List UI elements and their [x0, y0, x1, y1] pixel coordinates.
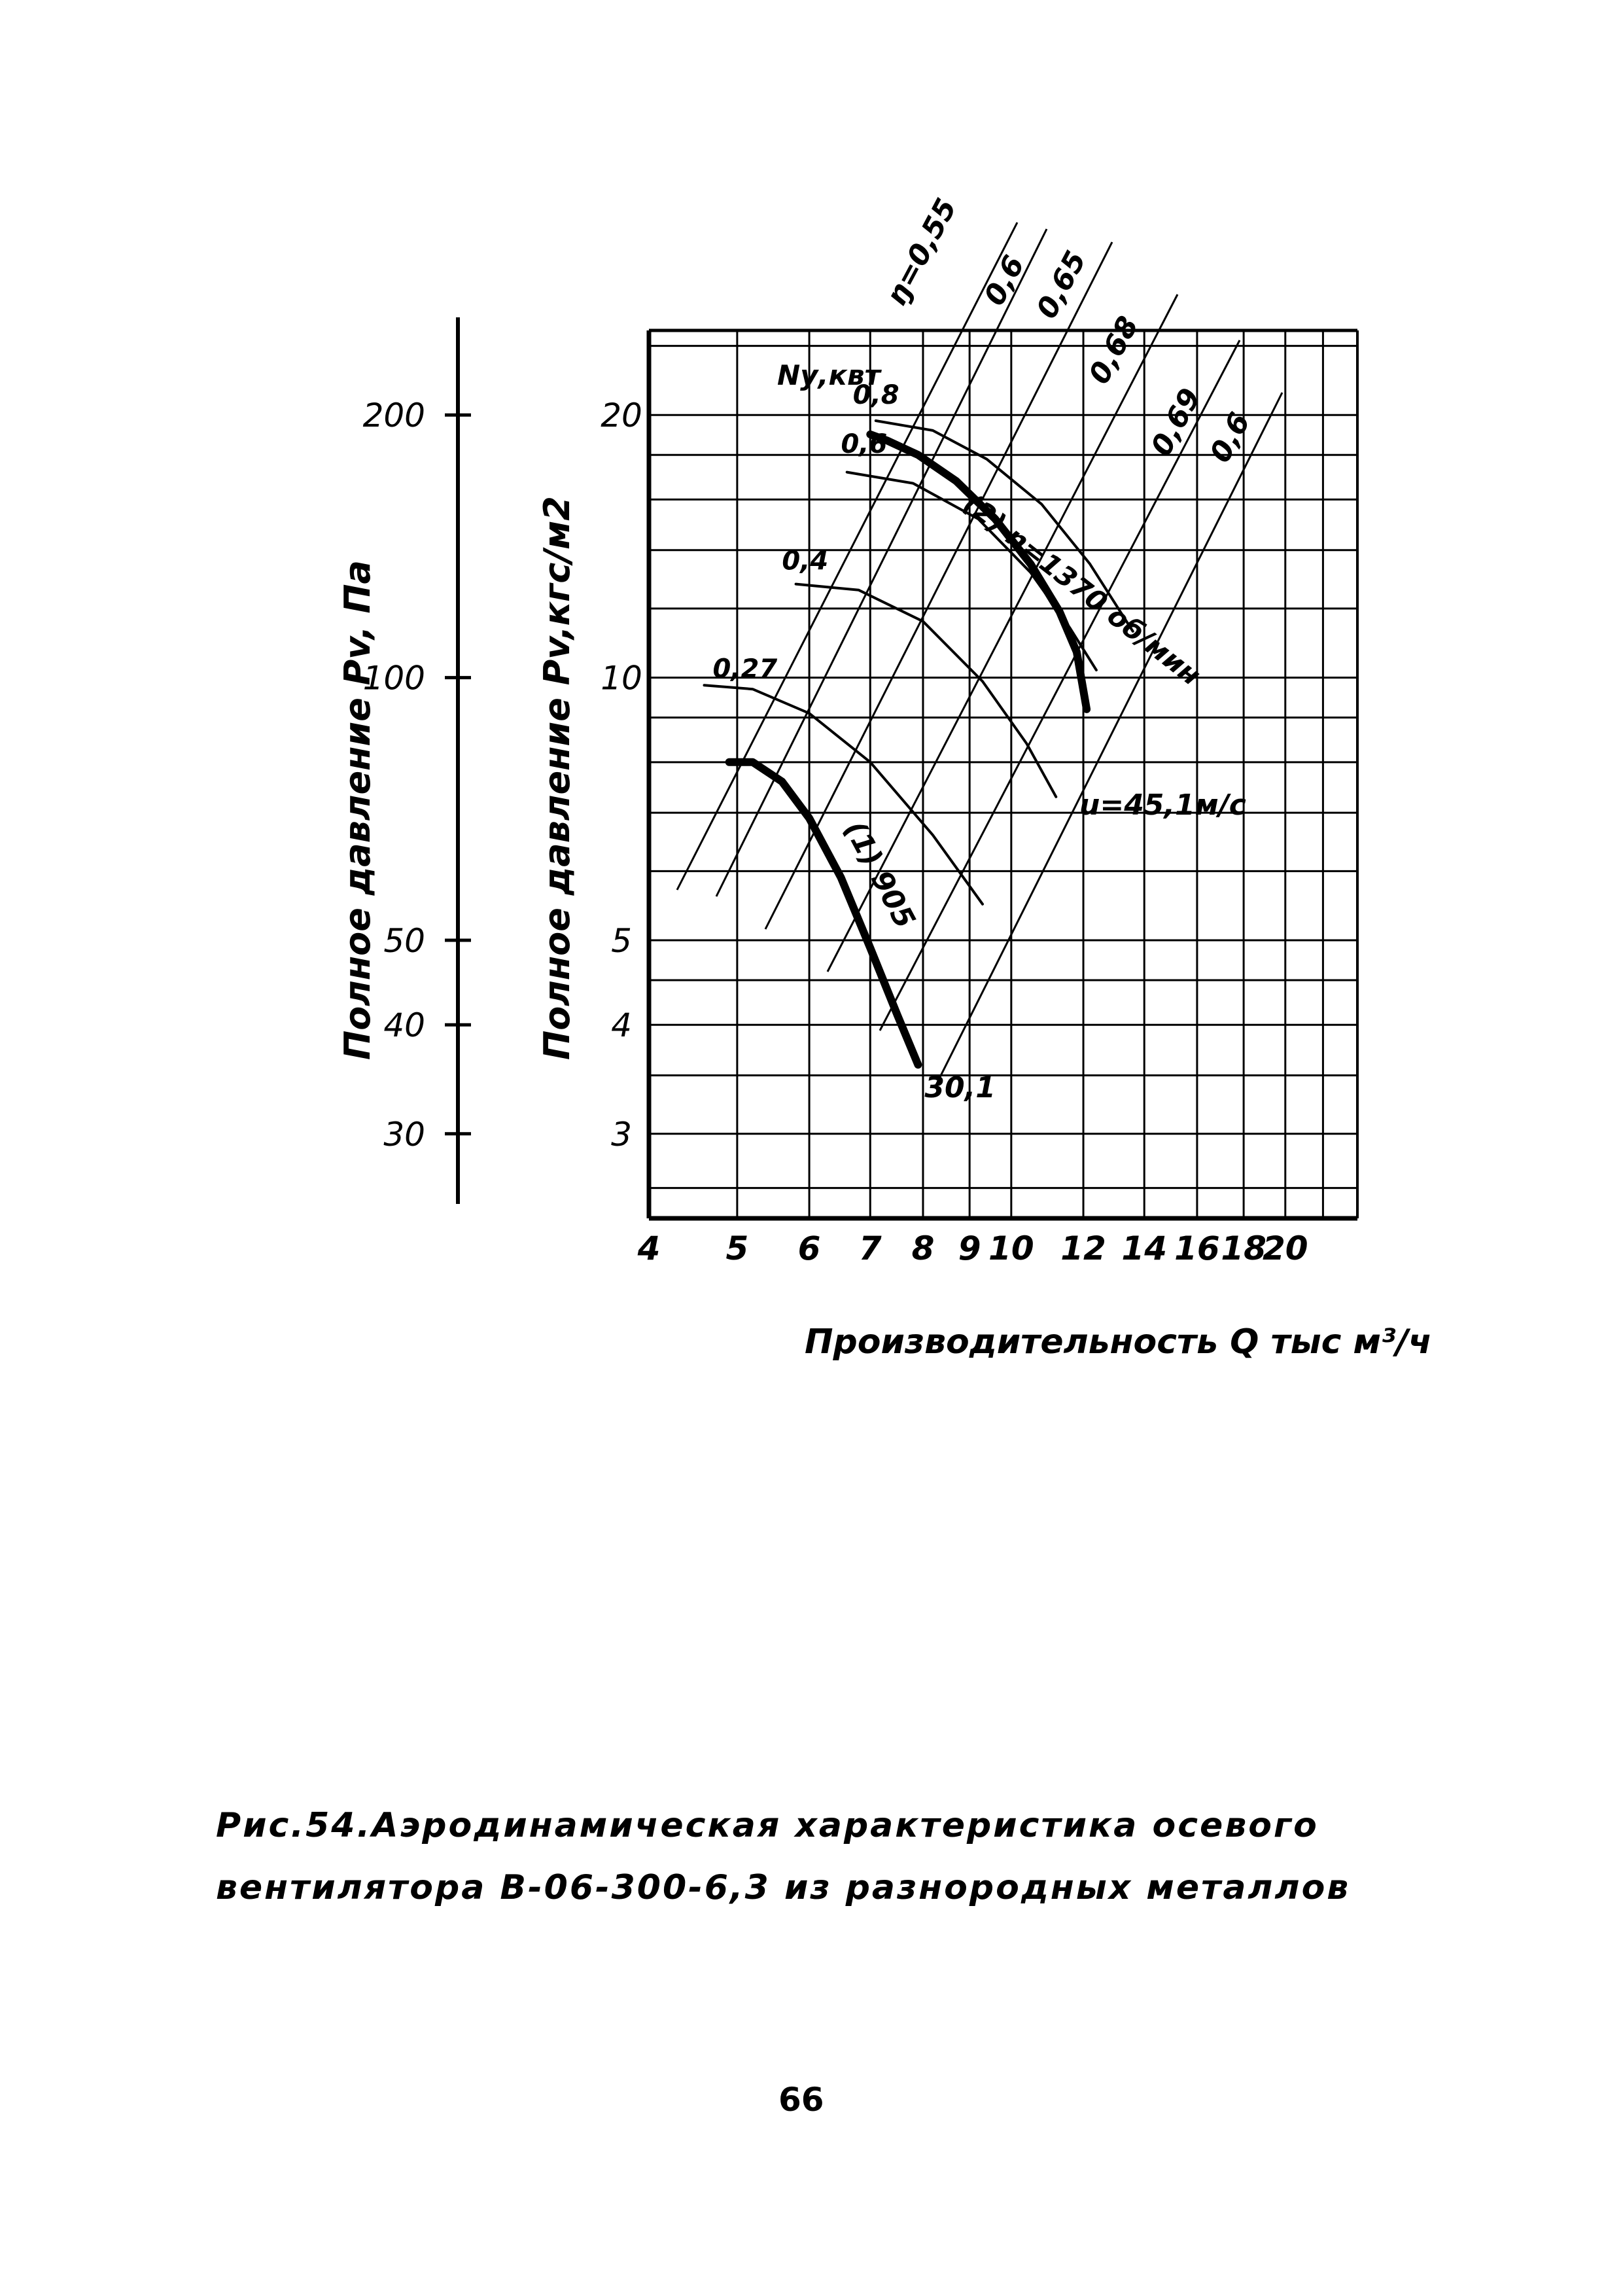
x-tick-label: 4 [637, 1229, 661, 1267]
pa-tick-label: 200 [362, 397, 425, 435]
efficiency-label: 0,69 [1144, 383, 1208, 462]
chart-ticks [363, 397, 1308, 1267]
speed-label: u=45,1м/с [1079, 788, 1246, 822]
x-tick-label: 16 [1174, 1229, 1220, 1267]
series-label: (1) 905 [837, 815, 922, 934]
y-tick-label: 20 [601, 397, 642, 435]
power-label: 0,27 [712, 654, 778, 684]
x-tick-label: 8 [911, 1229, 935, 1267]
pa-tick-label: 30 [383, 1115, 425, 1154]
power-label: 0,4 [782, 546, 829, 576]
figure-caption-line1: Рис.54.Аэродинамическая характеристика осевого [216, 1806, 1319, 1845]
y-tick-label: 10 [601, 659, 642, 698]
x-tick-label: 12 [1060, 1229, 1106, 1267]
pa-tick-label: 100 [362, 659, 425, 698]
x-tick-label: 14 [1121, 1229, 1168, 1267]
efficiency-line [677, 222, 1017, 890]
x-axis-label: Производительность Q тыс м³/ч [805, 1322, 1432, 1362]
series-label: (2) n=1370 об/мин [957, 487, 1207, 692]
efficiency-label: 0,68 [1082, 311, 1145, 390]
y-tick-label: 3 [611, 1115, 632, 1154]
pa-tick-label: 50 [383, 921, 425, 960]
power-label: 0,8 [852, 380, 899, 411]
efficiency-lines [677, 193, 1282, 1086]
power-unit-label: Nу,квт [777, 359, 881, 391]
y-tick-label: 4 [611, 1006, 632, 1045]
power-label: 0,6 [841, 429, 888, 460]
series-curve [796, 584, 1056, 797]
figure-caption-line2: вентилятора В-06-300-6,3 из разнородных металлов [216, 1868, 1351, 1907]
x-tick-label: 10 [988, 1229, 1034, 1267]
x-tick-label: 6 [797, 1229, 821, 1267]
y-tick-label: 5 [611, 921, 632, 960]
pa-axis-label: Полное давление Pv, Па [337, 560, 378, 1060]
x-tick-label: 18 [1221, 1229, 1266, 1267]
efficiency-label: 0,6 [1203, 407, 1257, 468]
series-end-label: 30,1 [924, 1071, 996, 1105]
x-tick-label: 7 [858, 1229, 882, 1267]
efficiency-label: ŋ=0,55 [879, 193, 964, 311]
x-tick-label: 20 [1263, 1229, 1308, 1267]
x-tick-label: 5 [725, 1229, 749, 1267]
page-number: 66 [778, 2081, 824, 2119]
chart-grid [649, 330, 1357, 1218]
chart-series [705, 380, 1207, 1104]
y-axis-label: Полное давление Pv,кгс/м2 [536, 496, 578, 1060]
pa-tick-label: 40 [383, 1006, 425, 1045]
x-tick-label: 9 [958, 1229, 981, 1267]
efficiency-label: 0,6 [977, 250, 1032, 311]
efficiency-label: 0,65 [1030, 245, 1093, 325]
